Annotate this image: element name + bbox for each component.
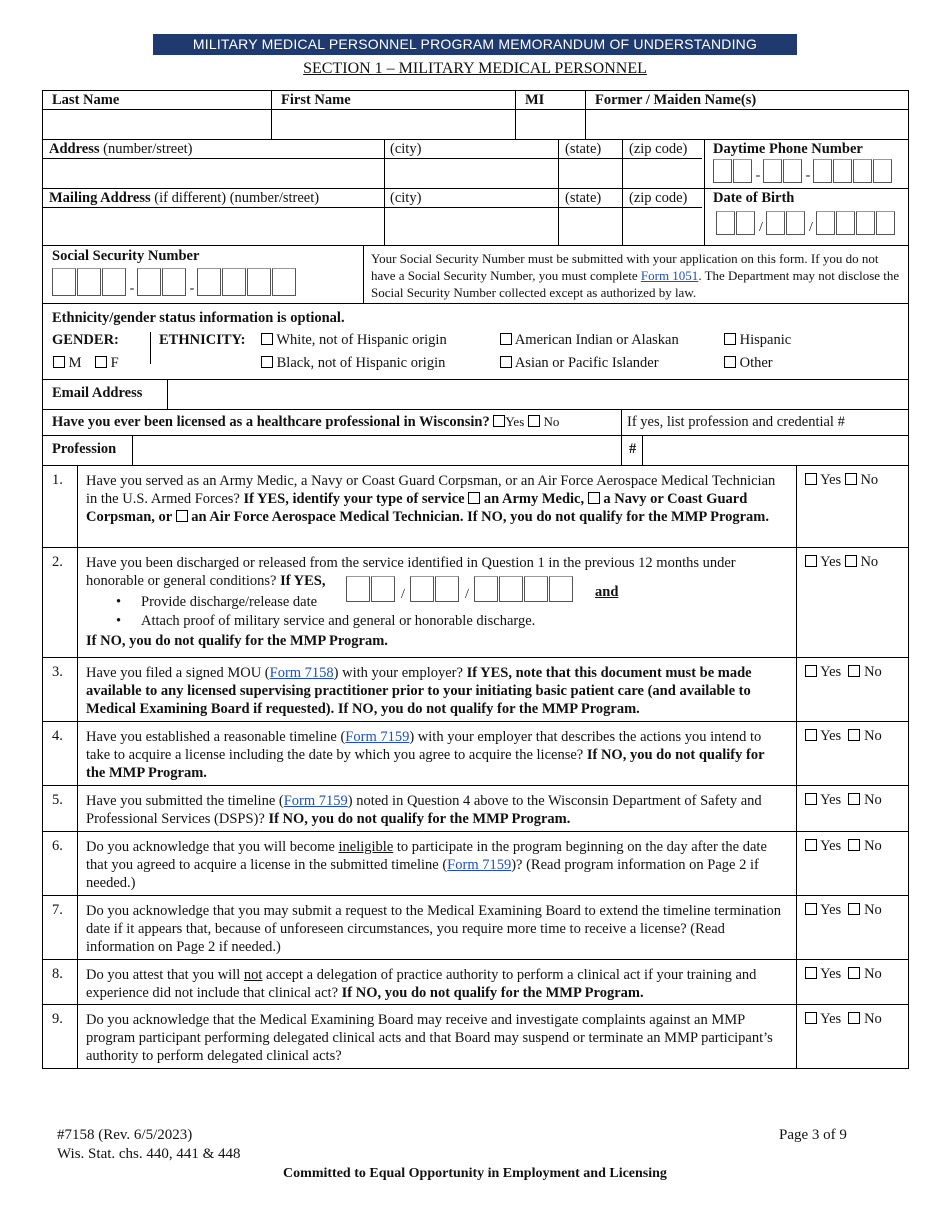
demographics-row bbox=[42, 304, 909, 380]
licensed-row bbox=[42, 410, 909, 436]
form-7159-link[interactable]: Form 7159 bbox=[283, 793, 348, 809]
q6-answer: Yes No bbox=[805, 838, 882, 855]
ssn-input[interactable]: - - bbox=[52, 268, 297, 296]
ethnicity-hispanic-option[interactable]: Hispanic bbox=[724, 332, 791, 349]
q3-answer: Yes No bbox=[805, 664, 882, 681]
q8-yes-checkbox[interactable] bbox=[805, 967, 817, 979]
first-name-label: First Name bbox=[281, 92, 351, 108]
q2-number: 2. bbox=[52, 554, 63, 570]
question-9 bbox=[42, 1005, 909, 1069]
tagline: Committed to Equal Opportunity in Employment and Licensing bbox=[283, 1166, 667, 1181]
mi-field[interactable] bbox=[516, 110, 584, 139]
dob-input[interactable]: / / bbox=[716, 211, 896, 235]
q9-answer: Yes No bbox=[805, 1011, 882, 1028]
q7-number: 7. bbox=[52, 902, 63, 918]
profession-field[interactable] bbox=[133, 436, 621, 465]
page-number: Page 3 of 9 bbox=[779, 1127, 847, 1143]
email-label: Email Address bbox=[52, 385, 143, 401]
address-label: Address (number/street) bbox=[49, 141, 193, 157]
mailing-city-label: (city) bbox=[390, 190, 422, 206]
gender-f-option[interactable]: F bbox=[95, 355, 119, 372]
first-name-field[interactable] bbox=[272, 110, 514, 139]
licensed-yes-checkbox[interactable] bbox=[493, 415, 505, 427]
q9-yes-checkbox[interactable] bbox=[805, 1012, 817, 1024]
question-2 bbox=[42, 548, 909, 658]
black-checkbox[interactable] bbox=[261, 356, 273, 368]
q6-yes-checkbox[interactable] bbox=[805, 839, 817, 851]
gender-m-option[interactable]: M bbox=[53, 355, 82, 372]
credential-hash-label: # bbox=[629, 441, 637, 457]
licensed-question: Have you ever been licensed as a healthcare professional in Wisconsin? Yes No bbox=[52, 414, 560, 430]
q3-yes-checkbox[interactable] bbox=[805, 665, 817, 677]
q9-no-checkbox[interactable] bbox=[848, 1012, 860, 1024]
form-7159-link[interactable]: Form 7159 bbox=[345, 729, 410, 745]
profession-label: Profession bbox=[52, 441, 117, 457]
mi-label: MI bbox=[525, 92, 545, 108]
profession-row bbox=[42, 436, 909, 466]
q1-text: Have you served as an Army Medic, a Navy or Coast Guard Corpsman, or an Air Force Aerospace Medical Technician in the U.S. Armed Forces? If YES, identify your type of service an Army Medic, a Navy or Coast Guard Corpsman, or an Air Force Aerospace Medical Technician. If NO, you do not qualify for the MMP Program. bbox=[86, 473, 776, 525]
question-5 bbox=[42, 786, 909, 832]
q5-yes-checkbox[interactable] bbox=[805, 793, 817, 805]
q5-answer: Yes No bbox=[805, 792, 882, 809]
state-label: (state) bbox=[565, 141, 602, 157]
section-title: SECTION 1 – MILITARY MEDICAL PERSONNEL bbox=[303, 60, 647, 77]
q1-yes-checkbox[interactable] bbox=[805, 473, 817, 485]
q5-number: 5. bbox=[52, 792, 63, 808]
question-7 bbox=[42, 896, 909, 960]
ssn-row bbox=[42, 246, 909, 304]
q2-text: Have you been discharged or released from the service identified in Question 1 in the previous 12 months under honorable or general conditions? If YES, • Provide discharge/release date • Attach proof of military service and general or honorable discharge. If NO, you do not qualify for the MMP Program. bbox=[86, 554, 786, 650]
q7-yes-checkbox[interactable] bbox=[805, 903, 817, 915]
gender-label: GENDER: bbox=[52, 332, 119, 348]
q4-yes-checkbox[interactable] bbox=[805, 729, 817, 741]
q6-no-checkbox[interactable] bbox=[848, 839, 860, 851]
credential-field[interactable] bbox=[643, 436, 908, 465]
form-7158-link[interactable]: Form 7158 bbox=[269, 665, 334, 681]
city-label: (city) bbox=[390, 141, 422, 157]
phone-label: Daytime Phone Number bbox=[713, 141, 863, 157]
ssn-note: Your Social Security Number must be submitted with your application on this form. If you do not have a Social Security Number, you must complete Form 1051. The Department may not disclose the Social Security Number collected except as authorized by law. bbox=[371, 251, 900, 300]
form-number: #7158 (Rev. 6/5/2023) bbox=[57, 1127, 193, 1143]
q3-text: Have you filed a signed MOU (Form 7158) with your employer? If YES, note that this document must be made available to any licensed supervising practitioner prior to your initiating basic patient care (and available to Medical Examining Board if requested). If NO, you do not qualify for the MMP Program. bbox=[86, 665, 752, 717]
q1-number: 1. bbox=[52, 472, 63, 488]
dob-label: Date of Birth bbox=[713, 190, 795, 206]
question-6 bbox=[42, 832, 909, 896]
form-1051-link[interactable]: Form 1051 bbox=[640, 268, 699, 283]
q7-text: Do you acknowledge that you may submit a request to the Medical Examining Board to extend the timeline termination date if it appears that, because of unforeseen circumstances, you require more time to receive a license? (Read information on Page 2 if needed.) bbox=[86, 903, 782, 955]
q2-yes-checkbox[interactable] bbox=[805, 555, 817, 567]
form-banner: MILITARY MEDICAL PERSONNEL PROGRAM MEMORANDUM OF UNDERSTANDING bbox=[153, 34, 797, 55]
q9-number: 9. bbox=[52, 1011, 63, 1027]
q4-number: 4. bbox=[52, 728, 63, 744]
form-7159-link[interactable]: Form 7159 bbox=[447, 857, 512, 873]
air-force-technician-checkbox[interactable] bbox=[176, 510, 188, 522]
email-row bbox=[42, 380, 909, 410]
q6-text: Do you acknowledge that you will become ineligible to participate in the program beginning on the day after the date that you agreed to acquire a license in the submitted timeline (Form 7159)? (Read program information on Page 2 if needed.) bbox=[86, 839, 767, 891]
if-yes-note: If yes, list profession and credential # bbox=[627, 414, 845, 430]
q2-no-checkbox[interactable] bbox=[845, 555, 857, 567]
email-field[interactable] bbox=[168, 380, 908, 409]
q3-no-checkbox[interactable] bbox=[848, 665, 860, 677]
american-indian-checkbox[interactable] bbox=[500, 333, 512, 345]
zip-label: (zip code) bbox=[629, 141, 688, 157]
q8-text: Do you attest that you will not accept a delegation of practice authority to perform a clinical act if your training and experience did not include that clinical act? If NO, you do not qualify for the MMP Program. bbox=[86, 967, 757, 1001]
ethnicity-other-option[interactable]: Other bbox=[724, 355, 773, 372]
question-4 bbox=[42, 722, 909, 786]
army-medic-checkbox[interactable] bbox=[468, 492, 480, 504]
ethnicity-black-option[interactable]: Black, not of Hispanic origin bbox=[261, 355, 445, 372]
optional-note: Ethnicity/gender status information is optional. bbox=[52, 310, 345, 326]
statutes: Wis. Stat. chs. 440, 441 & 448 bbox=[57, 1146, 241, 1162]
ethnicity-label: ETHNICITY: bbox=[159, 332, 246, 348]
navy-corpsman-checkbox[interactable] bbox=[588, 492, 600, 504]
hispanic-checkbox[interactable] bbox=[724, 333, 736, 345]
other-checkbox[interactable] bbox=[724, 356, 736, 368]
licensed-no-checkbox[interactable] bbox=[528, 415, 540, 427]
mailing-row bbox=[42, 189, 909, 246]
asian-checkbox[interactable] bbox=[500, 356, 512, 368]
ethnicity-asian-option[interactable]: Asian or Pacific Islander bbox=[500, 355, 659, 372]
q5-no-checkbox[interactable] bbox=[848, 793, 860, 805]
q6-number: 6. bbox=[52, 838, 63, 854]
q4-text: Have you established a reasonable timeline (Form 7159) with your employer that describes the actions you intend to take to acquire a license including the date by which you agree to acquire the license? If NO, you do not qualify for the MMP Program. bbox=[86, 729, 765, 781]
last-name-field[interactable] bbox=[44, 110, 270, 139]
mailing-address-label: Mailing Address (if different) (number/street) bbox=[49, 190, 320, 206]
mailing-zip-label: (zip code) bbox=[629, 190, 688, 206]
q2-and-label: and bbox=[595, 584, 619, 600]
q4-no-checkbox[interactable] bbox=[848, 729, 860, 741]
ethnicity-white-option[interactable]: White, not of Hispanic origin bbox=[261, 332, 447, 349]
last-name-label: Last Name bbox=[52, 92, 120, 108]
q4-answer: Yes No bbox=[805, 728, 882, 745]
address-row bbox=[42, 140, 909, 189]
former-name-field[interactable] bbox=[586, 110, 908, 139]
q1-no-checkbox[interactable] bbox=[845, 473, 857, 485]
white-checkbox[interactable] bbox=[261, 333, 273, 345]
q7-answer: Yes No bbox=[805, 902, 882, 919]
ethnicity-american-indian-option[interactable]: American Indian or Alaskan bbox=[500, 332, 679, 349]
discharge-date-input[interactable]: / / bbox=[346, 576, 574, 602]
q5-text: Have you submitted the timeline (Form 7159) noted in Question 4 above to the Wisconsin Department of Safety and Professional Services (DSPS)? If NO, you do not qualify for the MMP Program. bbox=[86, 793, 762, 827]
q1-answer: Yes No bbox=[805, 472, 878, 489]
name-row bbox=[42, 90, 909, 140]
q8-number: 8. bbox=[52, 966, 63, 982]
q8-answer: Yes No bbox=[805, 966, 882, 983]
q8-no-checkbox[interactable] bbox=[848, 967, 860, 979]
question-8 bbox=[42, 960, 909, 1005]
phone-input[interactable]: - - bbox=[713, 159, 893, 183]
question-3 bbox=[42, 658, 909, 722]
q2-answer: Yes No bbox=[805, 554, 878, 571]
applicant-form bbox=[42, 90, 909, 1069]
former-name-label: Former / Maiden Name(s) bbox=[595, 92, 757, 108]
q7-no-checkbox[interactable] bbox=[848, 903, 860, 915]
gender-m-checkbox[interactable] bbox=[53, 356, 65, 368]
q9-text: Do you acknowledge that the Medical Examining Board may receive and investigate complaints against an MMP program participant performing delegated clinical acts and that Board may suspend or terminate an MMP participant’s authority to perform delegated clinical acts? bbox=[86, 1012, 773, 1064]
mailing-state-label: (state) bbox=[565, 190, 602, 206]
gender-f-checkbox[interactable] bbox=[95, 356, 107, 368]
q3-number: 3. bbox=[52, 664, 63, 680]
question-1 bbox=[42, 466, 909, 548]
ssn-label: Social Security Number bbox=[52, 248, 200, 264]
